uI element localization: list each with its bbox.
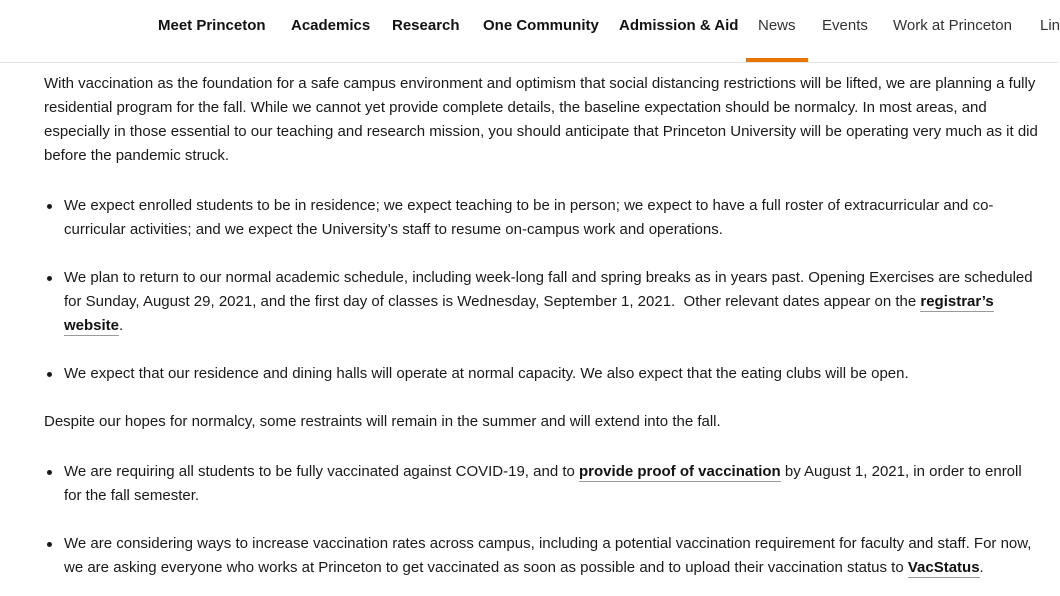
proof-of-vaccination-link[interactable]: provide proof of vaccination [579,463,781,480]
list-item [44,266,1040,338]
list-item [44,460,1040,508]
list-item [44,532,1040,580]
nav-item-one-community[interactable]: One Community [483,17,599,34]
list-item-text: We are considering ways to increase vaccination rates across campus, including a potential vaccination requirement for faculty and staff. For now, we are asking everyone who works at Princeton to get vaccinated as soon as possible and to upload their vaccination status to [64,535,1032,576]
article-body [44,72,1040,580]
nav-item-events[interactable]: Events [822,17,868,34]
nav-item-meet-princeton[interactable]: Meet Princeton [158,17,266,34]
restraints-list [44,460,1040,580]
nav-item-links-truncated[interactable]: Lin [1040,17,1060,34]
list-item: We expect that our residence and dining halls will operate at normal capacity. We also expect that the eating clubs will be open. [44,362,1040,386]
nav-item-admission-aid[interactable]: Admission & Aid [619,17,739,34]
list-item-text-end: . [979,559,984,576]
restraints-paragraph: Despite our hopes for normalcy, some restraints will remain in the summer and will extend into the fall. [44,413,721,430]
nav-item-work-at-princeton[interactable]: Work at Princeton [893,17,1012,34]
vacstatus-link[interactable]: VacStatus [907,559,980,576]
list-item-text: We plan to return to our normal academic schedule, including week-long fall and spring breaks as in years past. Opening Exercises are scheduled for Sunday, August 29, 2021, and the first day of classes is Wednesday, September 1, 2021. Other relevant dates appear on the [64,269,1033,310]
list-item-text: We are requiring all students to be fully vaccinated against COVID-19, and to [64,463,580,480]
list-item: We expect enrolled students to be in residence; we expect teaching to be in person; we expect to have a full roster of extracurricular and co-curricular activities; and we expect the University’s staff to resume on-campus work and operations. [44,194,1040,242]
registrar-website-link[interactable]: registrar’s website [64,293,994,334]
expectations-list [44,194,1040,386]
nav-item-news[interactable]: News [758,17,796,34]
intro-paragraph: With vaccination as the foundation for a safe campus environment and optimism that social distancing restrictions will be lifted, we are planning a fully residential program for the fall. While we cannot yet provide complete details, the baseline expectation should be normalcy. In most areas, and especially in those essential to our teaching and research mission, you should anticipate that Princeton University will be operating very much as it did before the pandemic struck. [44,75,1038,164]
top-navigation [0,0,1058,63]
nav-item-research[interactable]: Research [392,17,460,34]
nav-item-academics[interactable]: Academics [291,17,371,34]
nav-active-indicator [746,58,808,62]
list-item-text-end: by August 1, 2021, in order to enroll for the fall semester. [64,463,1022,504]
list-item-text-end: . [119,317,124,334]
